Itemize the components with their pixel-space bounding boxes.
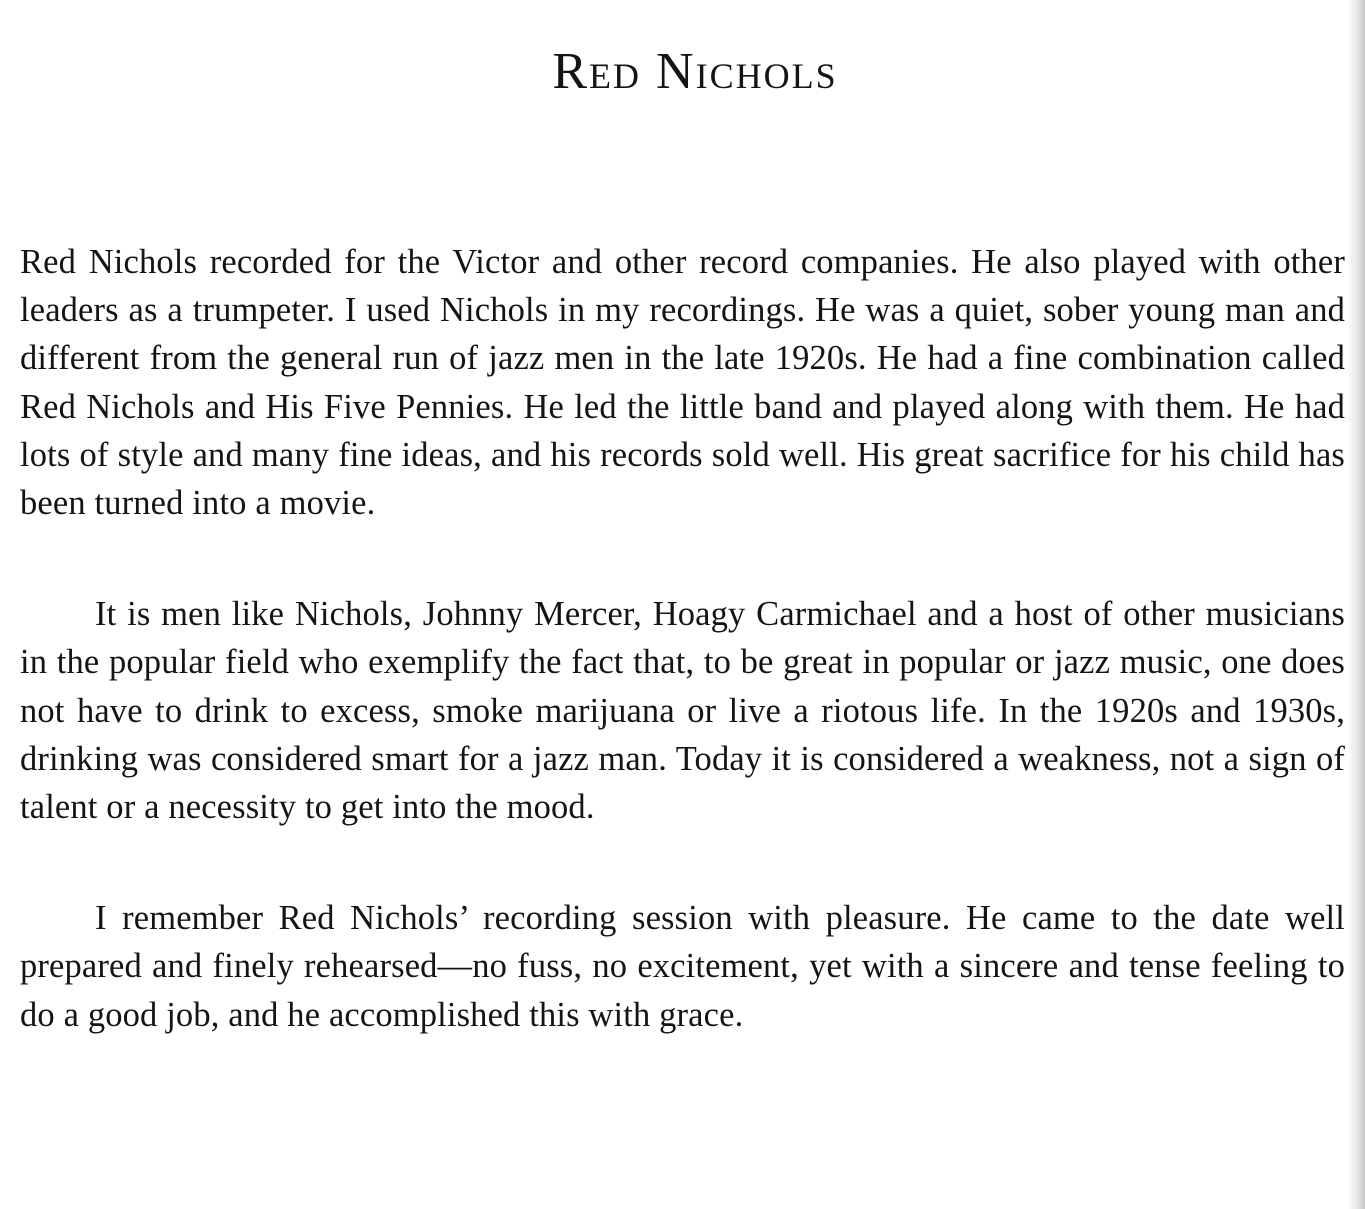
paragraph-2: It is men like Nichols, Johnny Mercer, Hoagy Carmichael and a host of other musicians in the popular field who exemplify the fact that, to be great in popular or jazz music, one does not have to drink to excess, smoke marijuana or live a riotous life. In the 1920s and 1930s, drinking was considered smart for a jazz man. Today it is considered a weakness, not a sign of talent or a necessity to get into the mood. — [20, 595, 1345, 827]
body-text — [20, 238, 1345, 1039]
chapter-title: Red Nichols — [552, 43, 838, 100]
page-edge-shadow — [1347, 0, 1365, 1209]
paragraph-3: I remember Red Nichols’ recording session with pleasure. He came to the date well prepared and finely rehearsed—no fuss, no excitement, yet with a sincere and tense feeling to do a good job, and he accomplished this with grace. — [20, 899, 1345, 1034]
paragraph-1: Red Nichols recorded for the Victor and other record companies. He also played with other leaders as a trumpeter. I used Nichols in my recordings. He was a quiet, sober young man and different from the general run of jazz men in the late 1920s. He had a fine combination called Red Nichols and His Five Pennies. He led the little band and played along with them. He had lots of style and many fine ideas, and his records sold well. His great sacrifice for his child has been turned into a movie. — [20, 243, 1345, 523]
